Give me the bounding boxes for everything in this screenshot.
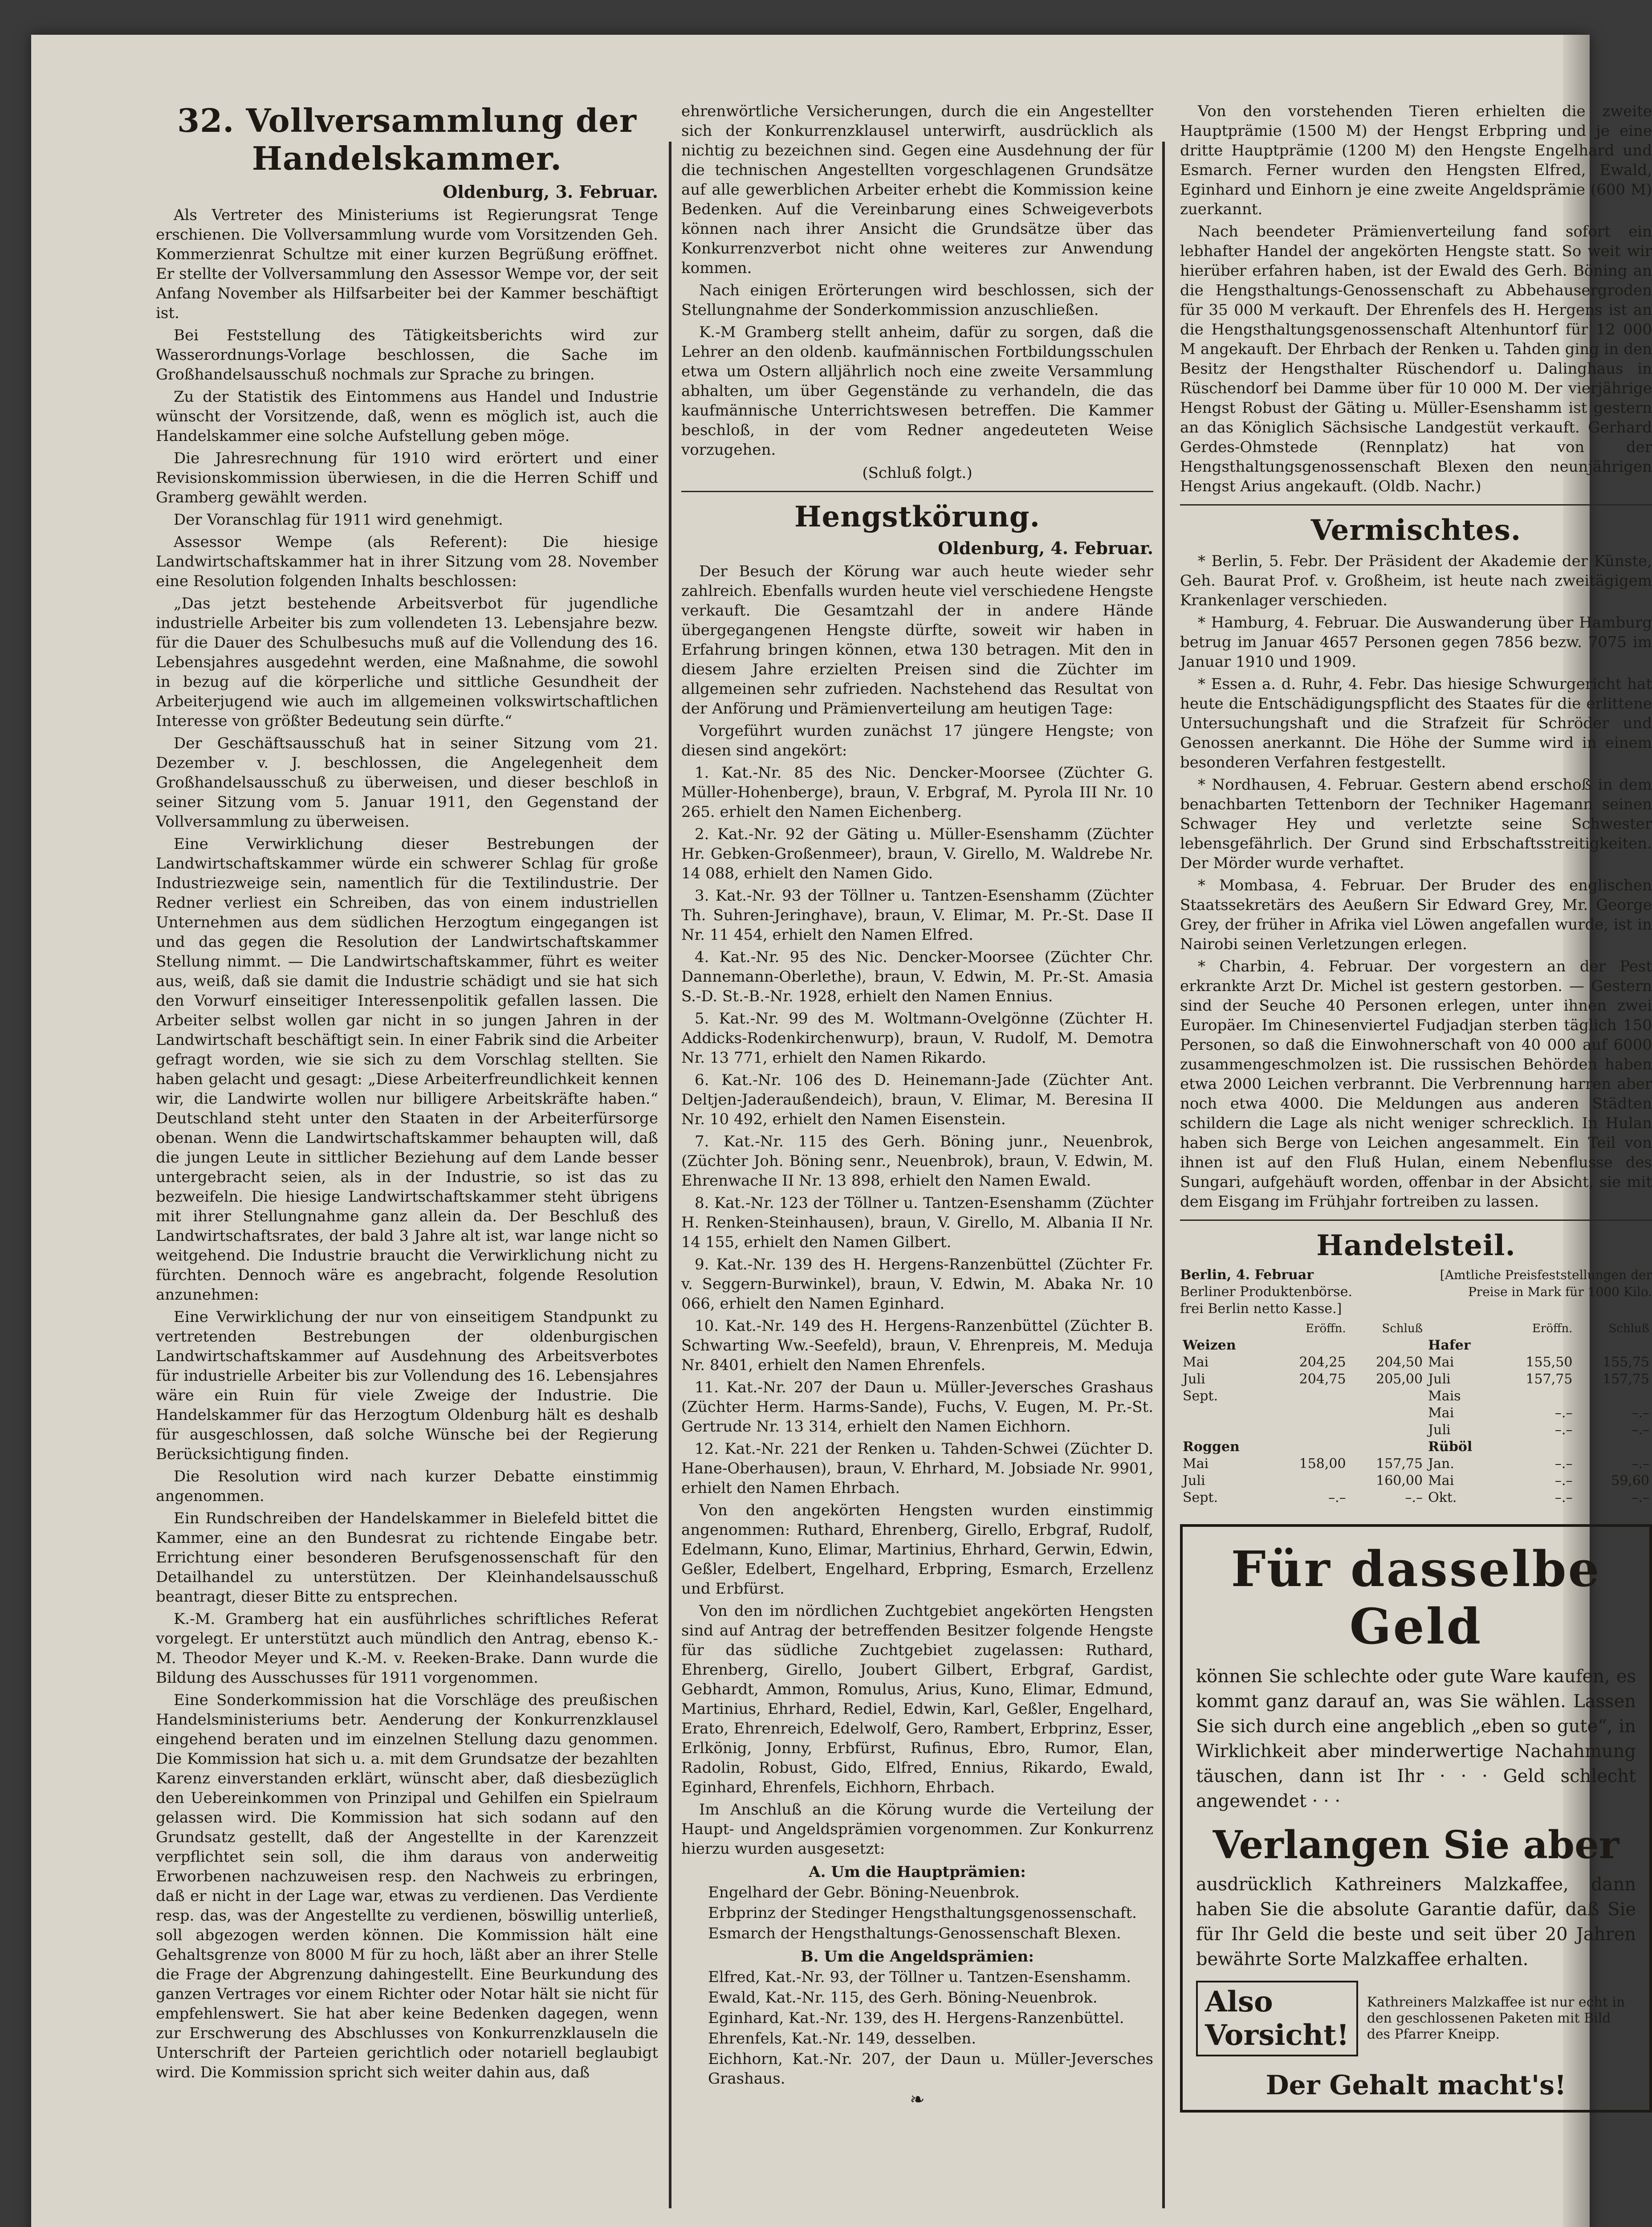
paragraph: Von den vorstehenden Tieren erhielten die zweite Hauptprämie (1500 M) der Hengst Erbpring und je eine dritte Hauptprämie (1200 M) den Hengste Engelhard und Esmarch. Ferner wurden den Hengsten Elfred, Ewald, Eginhard und Einhorn je eine zweite Angeldsprämie (600 M) zuerkannt. bbox=[1180, 102, 1652, 218]
article-heading: 32. Vollversammlung der Handelskammer. bbox=[177, 102, 637, 177]
table-cell bbox=[1349, 1422, 1425, 1439]
table-cell bbox=[1498, 1337, 1575, 1354]
table-row bbox=[1180, 1489, 1652, 1506]
paragraph: Von den im nördlichen Zuchtgebiet angekörten Hengsten sind auf Antrag der betreffenden Besitzer folgende Hengste für das südliche Zuchtgebiet zugelassen: Ruthard, Ehrenberg, Girello, Joubert Gilbert, Erbgraf, Gardist, Gebhardt, Ammon, Romulus, Arius, Kuno, Elimar, Edmund, Martinius, Ehrhard, Rediel, Edwin, Karl, Geßler, Engelhard, Erato, Ehrenreich, Edelwolf, Gero, Rambert, Erbprinz, Esser, Erlkönig, Jonny, Erbfürst, Rufinus, Ebro, Rumor, Elan, Radolin, Robust, Gido, Elfred, Ennius, Rikardo, Ewald, Eginhard, Ehrenfels, Eichhorn, Ehrbach. bbox=[681, 1602, 1153, 1796]
column-3 bbox=[1180, 102, 1652, 2113]
ad-body-2: ausdrücklich Kathreiners Malzkaffee, dann haben Sie die absolute Garantie dafür, daß Sie für Ihr Geld die beste und seit über 20 Jahren bewährte Sorte Malzkaffee erhalten. bbox=[1196, 1874, 1636, 1970]
list-item: 10. Kat.-Nr. 149 des H. Hergens-Ranzenbüttel (Züchter B. Schwarting Ww.-Seefeld), braun, V. Ehrenpreis, M. Meduja Nr. 8401, erhielt den Namen Ehrenfels. bbox=[681, 1317, 1153, 1374]
table-cell: 204,25 bbox=[1299, 1354, 1346, 1370]
news-item: * Essen a. d. Ruhr, 4. Febr. Das hiesige Schwurgericht hat heute die Entschädigungspflicht des Staates für die erlittene Untersuchungshaft und die Strafzeit für Schröder und Genossen anerkannt. Die Höhe der Summe wird in einem besonderen Verfahren festgestellt. bbox=[1180, 675, 1652, 771]
table-cell: –.– bbox=[1554, 1490, 1573, 1505]
table-cell bbox=[1575, 1439, 1652, 1456]
table-cell bbox=[1575, 1337, 1652, 1354]
table-cell bbox=[1180, 1422, 1272, 1439]
table-cell bbox=[1349, 1337, 1425, 1354]
list-item: 8. Kat.-Nr. 123 der Töllner u. Tantzen-Esenshamm (Züchter H. Renken-Steinhausen), braun, V. Girello, M. Albania II Nr. 14 155, erhielt den Namen Gilbert. bbox=[681, 1194, 1153, 1251]
article-heading: Hengstkörung. bbox=[794, 500, 1040, 534]
news-item: * Hamburg, 4. Februar. Die Auswanderung über Hamburg betrug im Januar 4657 Personen gegen 7856 bezw. 7075 im Januar 1910 und 1909. bbox=[1180, 614, 1652, 671]
table-cell bbox=[1272, 1405, 1348, 1422]
market-exchange: Berliner Produktenbörse. bbox=[1180, 1284, 1352, 1300]
table-cell: –.– bbox=[1554, 1456, 1573, 1472]
table-cell bbox=[1272, 1439, 1348, 1456]
paragraph: Zu der Statistik des Eintommens aus Handel und Industrie wünscht der Vorsitzende, daß, wenn es möglich ist, auch die Handelskammer eine solche Aufstellung geben möge. bbox=[156, 388, 658, 445]
table-cell: Hafer bbox=[1428, 1338, 1471, 1353]
list-item: 7. Kat.-Nr. 115 des Gerh. Böning junr., Neuenbrok, (Züchter Joh. Böning senr., Neuenbrok), braun, V. Edwin, M. Ehrenwache II Nr. 13 898, erhielt den Namen Ewald. bbox=[681, 1133, 1153, 1190]
table-cell bbox=[1349, 1439, 1425, 1456]
paragraph: Nach einigen Erörterungen wird beschlossen, sich der Stellungnahme der Sonderkommission anzuschließen. bbox=[681, 281, 1153, 319]
table-cell: Mai bbox=[1428, 1354, 1454, 1370]
table-cell: –.– bbox=[1554, 1473, 1573, 1489]
table-cell: Sept. bbox=[1183, 1490, 1218, 1505]
table-row bbox=[1180, 1422, 1652, 1439]
table-cell: Juli bbox=[1428, 1371, 1451, 1387]
paragraph: Der Besuch der Körung war auch heute wieder sehr zahlreich. Ebenfalls wurden heute viel verschiedene Hengste verkauft. Die Gesamtzahl der in andere Hände übergegangenen Hengste dürfte, soweit wir haben in Erfahrung bringen können, etwa 130 betragen. Mit den in diesem Jahre erzielten Preisen sind die Züchter im allgemeinen sehr zufrieden. Nachstehend das Resultat von der Anförung und Prämienverteilung am heutigen Tage: bbox=[681, 563, 1153, 718]
list-item: 9. Kat.-Nr. 139 des H. Hergens-Ranzenbüttel (Züchter Fr. v. Seggern-Burwinkel), braun, V. Edwin, M. Abaka Nr. 10 066, erhielt den Namen Eginhard. bbox=[681, 1256, 1153, 1313]
table-row bbox=[1180, 1354, 1652, 1371]
prize-list-b bbox=[681, 1967, 1153, 2088]
table-cell: Mai bbox=[1428, 1473, 1454, 1489]
list-item: 4. Kat.-Nr. 95 des Nic. Dencker-Moorsee (Züchter Chr. Dannemann-Oberlethe), braun, V. Edwin, M. Pr.-St. Amasia S.-D. St.-B.-Nr. 1928, erhielt den Namen Ennius. bbox=[681, 948, 1153, 1005]
ad-note: Kathreiners Malzkaffee ist nur echt in den geschlossenen Paketen mit Bild des Pfarrer Kneipp. bbox=[1367, 1995, 1625, 2042]
list-item: Eichhorn, Kat.-Nr. 207, der Daun u. Müller-Jeversches Grashaus. bbox=[708, 2050, 1153, 2088]
column-rule bbox=[1162, 142, 1165, 2208]
list-item: Engelhard der Gebr. Böning-Neuenbrok. bbox=[708, 1884, 1020, 1901]
table-cell bbox=[1272, 1422, 1348, 1439]
column-2 bbox=[681, 102, 1153, 2110]
table-cell bbox=[1349, 1388, 1425, 1405]
table-cell: –.– bbox=[1632, 1490, 1649, 1505]
table-cell: 157,75 bbox=[1376, 1456, 1423, 1472]
table-cell: –.– bbox=[1554, 1422, 1573, 1438]
section-divider bbox=[681, 491, 1153, 492]
paragraph: Assessor Wempe (als Referent): Die hiesige Landwirtschaftskammer hat in ihrer Sitzung vom 28. November eine Resolution folgenden Inhalts beschlossen: bbox=[156, 533, 658, 590]
table-cell bbox=[1180, 1405, 1272, 1422]
subheading: A. Um die Hauptprämien: bbox=[809, 1863, 1026, 1881]
paragraph: Die Resolution wird nach kurzer Debatte einstimmig angenommen. bbox=[156, 1468, 658, 1505]
table-cell bbox=[1272, 1388, 1348, 1405]
list-item: Erbprinz der Stedinger Hengsthaltungsgenossenschaft. bbox=[708, 1904, 1137, 1922]
list-item: 1. Kat.-Nr. 85 des Nic. Dencker-Moorsee (Züchter G. Müller-Hohenberge), braun, V. Erbgraf, M. Pyrola III Nr. 10 265. erhielt den Namen Eichenberg. bbox=[681, 764, 1153, 821]
paragraph: Bei Feststellung des Tätigkeitsberichts wird zur Wasserordnungs-Vorlage beschlossen, die Sache im Großhandelsausschuß nochmals zur Sprache zu bringen. bbox=[156, 326, 658, 383]
table-cell: 59,60 bbox=[1611, 1473, 1649, 1489]
market-table bbox=[1180, 1320, 1652, 1506]
section-heading: Vermischtes. bbox=[1310, 514, 1522, 547]
list-item: 12. Kat.-Nr. 221 der Renken u. Tahden-Schwei (Züchter D. Hane-Oberhausen), braun, V. Ehrhard, M. Jobsiade Nr. 9901, erhielt den Namen Ehrbach. bbox=[681, 1440, 1153, 1497]
table-cell: 205,00 bbox=[1376, 1371, 1423, 1387]
table-cell: Weizen bbox=[1183, 1338, 1236, 1353]
table-row bbox=[1180, 1456, 1652, 1472]
table-row bbox=[1180, 1405, 1652, 1422]
paragraph: Als Vertreter des Ministeriums ist Regierungsrat Tenge erschienen. Die Vollversammlung wurde vom Vorsitzenden Geh. Kommerzienrat Schultze mit einer kurzen Begrüßung eröffnet. Er stellte der Vollversammlung den Assessor Wempe vor, der seit Anfang November als Hilfsarbeiter bei der Kammer beschäftigt ist. bbox=[156, 206, 658, 322]
paragraph: Eine Sonderkommission hat die Vorschläge des preußischen Handelsministeriums betr. Aenderung der Konkurrenzklausel eingehend beraten und im einzelnen Stellung dazu genommen. Die Kommission hat sich u. a. mit dem Grundsatze der bezahlten Karenz einverstanden erklärt, wünscht aber, daß diesbezüglich den Uebereinkommen von Prinzipal und Gehilfen ein Spielraum gelassen wird. Die Kommission hat sich sodann auf den Grundsatz gestellt, daß der Angestellte in der Karenzzeit verpflichtet sein soll, die ihm daraus von anderweitig Erworbenen nachzuweisen resp. den Nachweis zu erbringen, daß er nicht in der Lage war, etwas zu verdienen. Das Verdiente resp. das, was der Angestellte zu verdienen, böswillig unterließ, soll abgezogen werden können. Die Kommission hält eine Gehaltsgrenze von 8000 M für zu hoch, läßt aber an ihrer Stelle die Frage der Abgrenzung dahingestellt. Eine Beurkundung des ganzen Vertrages vor einem Richter oder Notar hält sie nicht für empfehlenswert. Sie hat aber keine Bedenken dagegen, wenn zur Erschwerung des Abschlusses von Konkurrenzklauseln die Unterschrift der Parteien gerichtlich oder notariell beglaubigt wird. Die Kommission spricht sich weiter dahin aus, daß bbox=[156, 1691, 658, 2081]
news-item: * Berlin, 5. Febr. Der Präsident der Akademie der Künste, Geh. Baurat Prof. v. Großheim, ist heute nach zweitägigem Krankenlager verschieden. bbox=[1180, 552, 1652, 609]
table-row bbox=[1180, 1371, 1652, 1388]
table-cell: Okt. bbox=[1428, 1490, 1457, 1505]
paragraph: Der Voranschlag für 1911 wird genehmigt. bbox=[174, 511, 503, 529]
ad-warning: Also Vorsicht! bbox=[1196, 1981, 1358, 2056]
table-cell: Rüböl bbox=[1428, 1439, 1473, 1455]
list-item: 2. Kat.-Nr. 92 der Gäting u. Müller-Esenshamm (Züchter Hr. Gebken-Großenmeer), braun, V. Girello, M. Waldrebe Nr. 14 088, erhielt den Namen Gido. bbox=[681, 825, 1153, 882]
paragraph: Nach beendeter Prämienverteilung fand sofort ein lebhafter Handel der angekörten Hengste statt. So weit wir hierüber erfahren haben, ist der Ewald des Gerh. Böning an die Hengsthaltungs-Genossenschaft zu Abbehausergroden für 35 000 M verkauft. Der Ehrenfels des H. Hergens ist an die Hengsthaltungsgenossenschaft Altenhuntorf für 12 000 M angekauft. Der Ehrbach der Renken u. Tahden ging in den Besitz der Hengsthalter Rüschendorf u. Dalinghaus in Rüschendorf bei Damme über für 10 000 M. Der vierjährige Hengst Robust der Gäting u. Müller-Esenshamm ist gestern an das Königlich Sächsische Landgestüt verkauft. Gerhard Gerdes-Ohmstede (Rennplatz) hat von der Hengsthaltungsgenossenschaft Blexen den neunjährigen Hengst Arius angekauft. (Oldb. Nachr.) bbox=[1180, 223, 1652, 495]
newspaper-page bbox=[31, 35, 1652, 2227]
paragraph: K.-M Gramberg stellt anheim, dafür zu sorgen, daß die Lehrer an den oldenb. kaufmännischen Fortbildungsschulen etwa um Ostern alljährlich noch eine zweite Versammlung abhalten, um über Gegenstände zu verhandeln, die das kaufmännische Unterrichtswesen betreffen. Die Kammer beschloß, in der vom Redner angedeuteten Weise vorzugehen. bbox=[681, 323, 1153, 459]
paragraph: Vorgeführt wurden zunächst 17 jüngere Hengste; von diesen sind angekört: bbox=[681, 722, 1153, 759]
paragraph: Ein Rundschreiben der Handelskammer in Bielefeld bittet die Kammer, eine an den Bundesrat zu richtende Eingabe betr. Errichtung einer besonderen Berufsgenossenschaft für den Detailhandel zu unterstützen. Der Kleinhandelsausschuß beantragt, dieser Bitte zu entsprechen. bbox=[156, 1509, 658, 1606]
section-divider bbox=[1180, 504, 1652, 506]
paragraph: Eine Verwirklichung dieser Bestrebungen der Landwirtschaftskammer würde ein schwerer Schlag für große Industriezweige sein, namentlich für die Textilindustrie. Der Redner verliest ein Schreiben, das von einem industriellen Unternehmen aus dem südlichen Herzogtum eingegangen ist und das gegen die Resolution der Landwirtschaftskammer Stellung nimmt. — Die Landwirtschaftskammer, führt es weiter aus, weiß, daß sie damit die Industrie schädigt und sie hat sich den Vorwurf einseitiger Interessenpolitik gefallen lassen. Die Arbeiter selbst wollen gar nicht in so jungen Jahren in der Landwirtschaft beschäftigt sein. In einer Fabrik sind die Arbeiter gefragt worden, wie sie sich zu dem Vorschlag stellten. Sie haben gelacht und gesagt: „Diese Arbeiterfreundlichkeit kennen wir, die Landwirte wollen nur billigere Arbeitskräfte haben.“ Deutschland steht unter den Staaten in der Arbeiterfürsorge obenan. Wenn die Landwirtschaftskammer behaupten will, daß die jungen Leute in sittlicher Beziehung auf dem Lande besser untergebracht seien, als in der Industrie, so ist das zu bezweifeln. Die hiesige Landwirtschaftskammer steht übrigens mit ihrer Stellungnahme ganz allein da. Der Beschluß des Landwirtschaftsrates, der bald 3 Jahre alt ist, war lange nicht so weitgehend. Die Industrie braucht die Verwirklichung nicht zu fürchten. Dennoch wäre es angebracht, folgende Resolution anzunehmen: bbox=[156, 835, 658, 1304]
table-cell: –.– bbox=[1554, 1405, 1573, 1421]
market-unit: Preise in Mark für 1000 Kilo. bbox=[1468, 1285, 1652, 1299]
table-cell bbox=[1272, 1472, 1348, 1489]
market-place: Berlin, 4. Februar bbox=[1180, 1267, 1314, 1283]
stallion-list bbox=[681, 763, 1153, 1498]
table-cell: –.– bbox=[1328, 1490, 1346, 1505]
list-item: 6. Kat.-Nr. 106 des D. Heinemann-Jade (Züchter Ant. Deltjen-Jaderaußendeich), braun, V. Elimar, M. Beresina II Nr. 10 492, erhielt den Namen Eisenstein. bbox=[681, 1071, 1153, 1128]
column-rule bbox=[669, 142, 671, 2208]
list-item: Ewald, Kat.-Nr. 115, des Gerh. Böning-Neuenbrok. bbox=[708, 1989, 1098, 2007]
table-cell: 204,50 bbox=[1376, 1354, 1423, 1370]
table-cell: Mai bbox=[1183, 1354, 1209, 1370]
table-cell: 157,75 bbox=[1526, 1371, 1573, 1387]
quoted-resolution: „Das jetzt bestehende Arbeitsverbot für jugendliche industrielle Arbeiter bis zum vollendeten 13. Lebensjahre bezw. für die Dauer des Schulbesuchs muß auf die Vollendung des 16. Lebensjahres ausgedehnt werden, eine Maßnahme, die sowohl in bezug auf die körperliche und sittliche Gesundheit der Arbeiterjugend wie auch im allgemeinen volkswirtschaftlichen Interesse von größter Bedeutung sein dürfte.“ bbox=[156, 595, 658, 730]
resolution-text: Eine Verwirklichung der nur von einseitigem Standpunkt zu vertretenden Bestrebungen der oldenburgischen Landwirtschaftskammer auf Ausdehnung des Arbeitsverbotes für industrielle Arbeiter bis zur Vollendung des 16. Lebensjahres wäre ein Ruin für viele Zweige der Industrie. Die Handelskammer für das Herzogtum Oldenburg hält es deshalb für ausgeschlossen, daß solche Wünsche bei der Regierung Berücksichtigung finden. bbox=[156, 1308, 658, 1463]
market-note: [Amtliche Preisfeststellungen der bbox=[1440, 1268, 1652, 1282]
table-row bbox=[1180, 1388, 1652, 1405]
column-1 bbox=[156, 102, 658, 2085]
dateline: Oldenburg, 3. Februar. bbox=[443, 182, 658, 202]
ad-slogan: Der Gehalt macht's! bbox=[1265, 2070, 1567, 2101]
table-cell bbox=[1498, 1388, 1575, 1405]
market-header bbox=[1180, 1267, 1652, 1317]
table-cell: Mai bbox=[1183, 1456, 1209, 1472]
paragraph: Der Geschäftsausschuß hat in seiner Sitzung vom 21. Dezember v. J. beschlossen, die Angelegenheit dem Großhandelsausschuß zu überweisen, und dieser beschloß in seiner Sitzung vom 5. Januar 1911, den Gegenstand der Vollversammlung zu überweisen. bbox=[156, 734, 658, 831]
list-item: 11. Kat.-Nr. 207 der Daun u. Müller-Jeversches Grashaus (Züchter Herm. Harms-Sande), Fuchs, V. Eugen, M. Pr.-St. Gertrude Nr. 13 314, erhielt den Namen Eichhorn. bbox=[681, 1379, 1153, 1436]
table-cell: –.– bbox=[1405, 1490, 1423, 1505]
table-cell: Roggen bbox=[1183, 1439, 1240, 1455]
list-item: 5. Kat.-Nr. 99 des M. Woltmann-Ovelgönne (Züchter H. Addicks-Rodenkirchenwurp), braun, V. Rudolf, M. Demotra Nr. 13 771, erhielt den Namen Rikardo. bbox=[681, 1010, 1153, 1067]
table-header: Eröffn. Schluß Eröffn. Schluß bbox=[1306, 1322, 1649, 1335]
table-cell: –.– bbox=[1632, 1422, 1649, 1438]
list-item: 3. Kat.-Nr. 93 der Töllner u. Tantzen-Esenshamm (Züchter Th. Suhren-Jeringhave), braun, V. Elimar, M. Pr.-St. Dase II Nr. 11 454, erhielt den Namen Elfred. bbox=[681, 887, 1153, 944]
paragraph: Im Anschluß an die Körung wurde die Verteilung der Haupt- und Angeldsprämien vorgenommen. Zur Konkurrenz hierzu wurden ausgesetzt: bbox=[681, 1801, 1153, 1858]
table-cell: Sept. bbox=[1183, 1388, 1218, 1404]
table-cell bbox=[1498, 1439, 1575, 1456]
table-cell: 155,75 bbox=[1603, 1354, 1649, 1370]
dateline: Oldenburg, 4. Februar. bbox=[938, 538, 1153, 558]
list-item: Elfred, Kat.-Nr. 93, der Töllner u. Tantzen-Esenshamm. bbox=[708, 1968, 1131, 1986]
paragraph: Die Jahresrechnung für 1910 wird erörtert und einer Revisionskommission überwiesen, in die die Herren Schiff und Gramberg gewählt werden. bbox=[156, 449, 658, 506]
paragraph: Von den angekörten Hengsten wurden einstimmig angenommen: Ruthard, Ehrenberg, Girello, Erbgraf, Rudolf, Edelmann, Kuno, Elimar, Martinius, Ehrhard, Gerwin, Edwin, Geßler, Edelbert, Engelhard, Erbpring, Esmarch, Erzellenz und Erbfürst. bbox=[681, 1501, 1153, 1598]
table-cell: 158,00 bbox=[1299, 1456, 1346, 1472]
news-item: * Charbin, 4. Februar. Der vorgestern an der Pest erkrankte Arzt Dr. Michel ist gestern gestorben. — Gestern sind der Seuche 40 Personen erlegen, unter ihnen zwei Europäer. Im Chinesenviertel Fudjadjan sterben täglich 150 Personen, so daß die Einwohnerschaft von 40 000 auf 6000 zusammengeschmolzen ist. Die russischen Behörden haben etwa 2000 Leichen verbrannt. Die Verbrennung harren aber noch etwa 4000. Die Meldungen aus anderen Städten schildern die Lage als nicht weniger schrecklich. In Hulan haben sich Berge von Leichen angesammelt. Ein Teil von ihnen ist auf den Fluß Hulan, einem Nebenflusse des Sungari, aufgehäuft worden, offenbar in der Absicht, sie mit dem Eisgang im Frühjahr fortreiben zu lassen. bbox=[1180, 958, 1652, 1211]
table-cell bbox=[1575, 1388, 1652, 1405]
table-cell: Juli bbox=[1183, 1473, 1205, 1489]
table-row bbox=[1180, 1439, 1652, 1456]
ad-title: Für dasselbe Geld bbox=[1231, 1540, 1601, 1655]
table-cell: –.– bbox=[1632, 1456, 1649, 1472]
list-item: Ehrenfels, Kat.-Nr. 149, desselben. bbox=[708, 2030, 977, 2048]
table-cell: 155,50 bbox=[1526, 1354, 1573, 1370]
table-cell: Juli bbox=[1183, 1371, 1205, 1387]
ad-body: können Sie schlechte oder gute Ware kaufen, es kommt ganz darauf an, was Sie wählen. Lassen Sie sich durch eine angeblich „eben so gute“, in Wirklichkeit aber minderwertige Nachahmung täuschen, dann ist Ihr · · · Geld schlecht angewendet · · · bbox=[1196, 1666, 1636, 1811]
table-cell: Juli bbox=[1428, 1422, 1451, 1438]
table-cell: 157,75 bbox=[1603, 1371, 1649, 1387]
table-row bbox=[1180, 1337, 1652, 1354]
list-item: Esmarch der Hengsthaltungs-Genossenschaft Blexen. bbox=[708, 1925, 1121, 1942]
table-cell: 204,75 bbox=[1299, 1371, 1346, 1387]
table-cell bbox=[1272, 1337, 1348, 1354]
table-cell: Mais bbox=[1428, 1388, 1461, 1404]
paragraph: K.-M. Gramberg hat ein ausführliches schriftliches Referat vorgelegt. Er unterstützt auch mündlich den Antrag, ebenso K.-M. Theodor Meyer und K.-M. v. Reeken-Brake. Dann wurde die Bildung des Ausschusses für 1911 vorgenommen. bbox=[156, 1610, 658, 1687]
table-cell: Jan. bbox=[1428, 1456, 1454, 1472]
continued-note: (Schluß folgt.) bbox=[862, 464, 972, 482]
table-cell: –.– bbox=[1632, 1405, 1649, 1421]
table-row bbox=[1180, 1472, 1652, 1489]
subheading: B. Um die Angeldsprämien: bbox=[801, 1948, 1034, 1966]
news-item: * Nordhausen, 4. Februar. Gestern abend erschoß in dem benachbarten Tettenborn der Techniker Hagemann seinen Schwager Hey und verletzte seine Schwester lebensgefährlich. Der Grund sind Erbschaftsstreitigkeiten. Der Mörder wurde verhaftet. bbox=[1180, 776, 1652, 872]
market-terms: frei Berlin netto Kasse.] bbox=[1180, 1301, 1342, 1317]
section-divider bbox=[1180, 1220, 1652, 1221]
paragraph: ehrenwörtliche Versicherungen, durch die ein Angestellter sich der Konkurrenzklausel unterwirft, ausdrücklich als nichtig zu bezeichnen sind. Gegen eine Ausdehnung der für die technischen Angestellten vorgeschlagenen Grundsätze auf alle gewerblichen Arbeiter erhebt die Kommission keine Bedenken. Auf die Vereinbarung eines Schweigeverbots können nach ihrer Ansicht die Grundsätze über das Konkurrenzverbot nicht ohne weiteres zur Anwendung kommen. bbox=[681, 102, 1153, 277]
list-item: Eginhard, Kat.-Nr. 139, des H. Hergens-Ranzenbüttel. bbox=[708, 2009, 1124, 2027]
table-cell bbox=[1349, 1405, 1425, 1422]
table-cell: Mai bbox=[1428, 1405, 1454, 1421]
news-item: * Mombasa, 4. Februar. Der Bruder des englischen Staatssekretärs des Aeußern Sir Edward Grey, Mr. George Grey, der früher in Afrika viel Löwen angefallen wurde, ist in Nairobi seinen Verletzungen erlegen. bbox=[1180, 877, 1652, 953]
ad-title-2: Verlangen Sie aber bbox=[1213, 1823, 1619, 1868]
section-heading: Handelsteil. bbox=[1316, 1229, 1516, 1262]
table-cell: 160,00 bbox=[1376, 1473, 1423, 1489]
ornament-icon: ❧ bbox=[910, 2089, 925, 2110]
prize-list-a bbox=[681, 1883, 1153, 1943]
advertisement bbox=[1180, 1524, 1652, 2113]
